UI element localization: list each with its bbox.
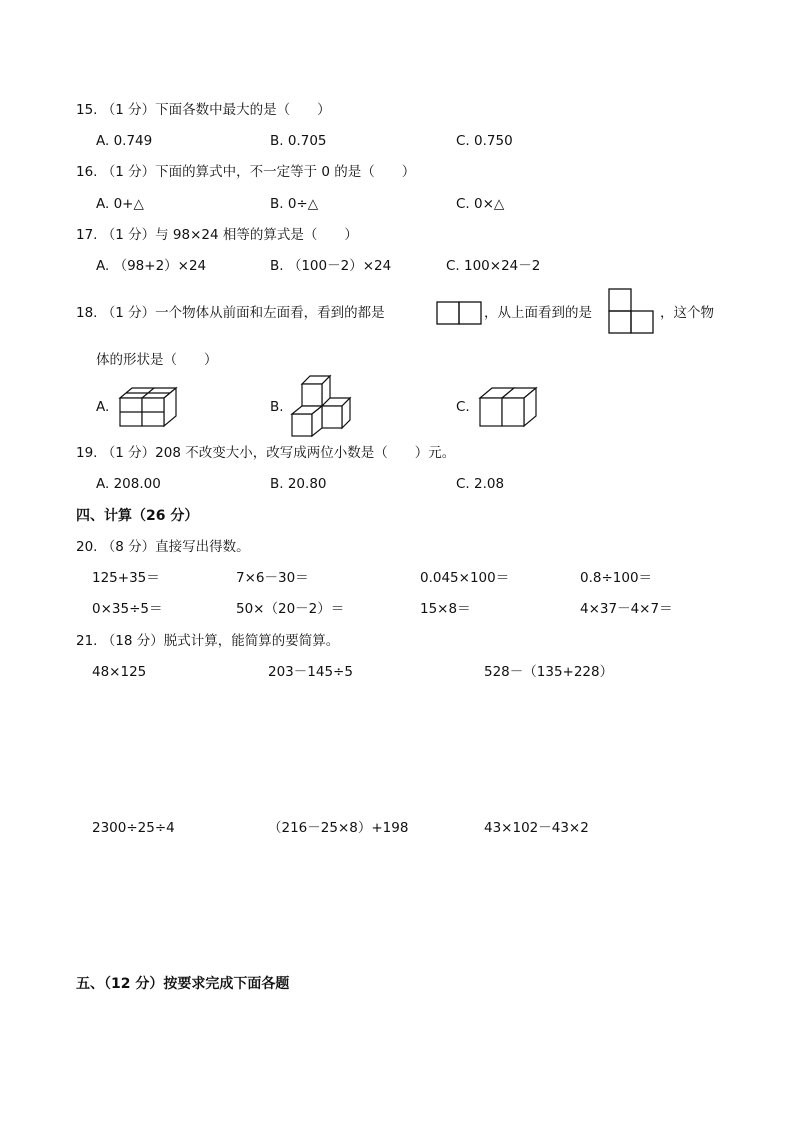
front-view-figure — [436, 301, 482, 325]
question-17-stem: 17. （1 分）与 98×24 相等的算式是（ ） — [76, 227, 358, 243]
q20-item: 50×（20－2）＝ — [236, 601, 345, 617]
question-20-stem: 20. （8 分）直接写出得数。 — [76, 539, 250, 555]
q20-item: 15×8＝ — [420, 601, 471, 617]
q21-item: 528－（135+228） — [484, 664, 614, 680]
shape-c-figure — [478, 384, 542, 428]
q21-item: （216－25×8）+198 — [268, 820, 409, 836]
q21-item: 48×125 — [92, 664, 147, 680]
question-21-stem: 21. （18 分）脱式计算，能简算的要简算。 — [76, 633, 340, 649]
q20-item: 7×6－30＝ — [236, 570, 309, 586]
question-18-part2: ，从上面看到的是 — [484, 305, 592, 321]
question-19-stem: 19. （1 分）208 不改变大小，改写成两位小数是（ ）元。 — [76, 445, 456, 461]
q20-item: 0.8÷100＝ — [580, 570, 653, 586]
question-18-line2: 体的形状是（ ） — [96, 352, 218, 368]
q15-option-b: B. 0.705 — [270, 133, 327, 149]
q20-item: 4×37－4×7＝ — [580, 601, 673, 617]
q20-item: 0×35÷5＝ — [92, 601, 163, 617]
question-18-part3: ，这个物 — [660, 305, 714, 321]
q21-item: 2300÷25÷4 — [92, 820, 175, 836]
q20-item: 0.045×100＝ — [420, 570, 510, 586]
q21-item: 203－145÷5 — [268, 664, 353, 680]
q20-item: 125+35＝ — [92, 570, 160, 586]
q17-option-b: B. （100－2）×24 — [270, 258, 392, 274]
q15-option-c: C. 0.750 — [456, 133, 513, 149]
q18-option-a: A. — [96, 399, 110, 415]
q18-option-b: B. — [270, 399, 284, 415]
q16-option-c: C. 0×△ — [456, 196, 505, 212]
q19-option-b: B. 20.80 — [270, 476, 327, 492]
q19-option-a: A. 208.00 — [96, 476, 161, 492]
section-4-title: 四、计算（26 分） — [76, 508, 199, 524]
section-5-title: 五、（12 分）按要求完成下面各题 — [76, 976, 290, 992]
question-18-part1: 18. （1 分）一个物体从前面和左面看，看到的都是 — [76, 305, 385, 321]
q19-option-c: C. 2.08 — [456, 476, 505, 492]
q16-option-a: A. 0+△ — [96, 196, 144, 212]
top-view-figure — [608, 288, 656, 336]
q17-option-c: C. 100×24－2 — [446, 258, 541, 274]
q17-option-a: A. （98+2）×24 — [96, 258, 207, 274]
q16-option-b: B. 0÷△ — [270, 196, 319, 212]
question-15-stem: 15. （1 分）下面各数中最大的是（ ） — [76, 102, 331, 118]
shape-b-figure — [290, 374, 354, 438]
q18-option-c: C. — [456, 399, 470, 415]
q15-option-a: A. 0.749 — [96, 133, 153, 149]
question-16-stem: 16. （1 分）下面的算式中，不一定等于 0 的是（ ） — [76, 164, 416, 180]
shape-a-figure — [118, 384, 182, 428]
q21-item: 43×102－43×2 — [484, 820, 589, 836]
